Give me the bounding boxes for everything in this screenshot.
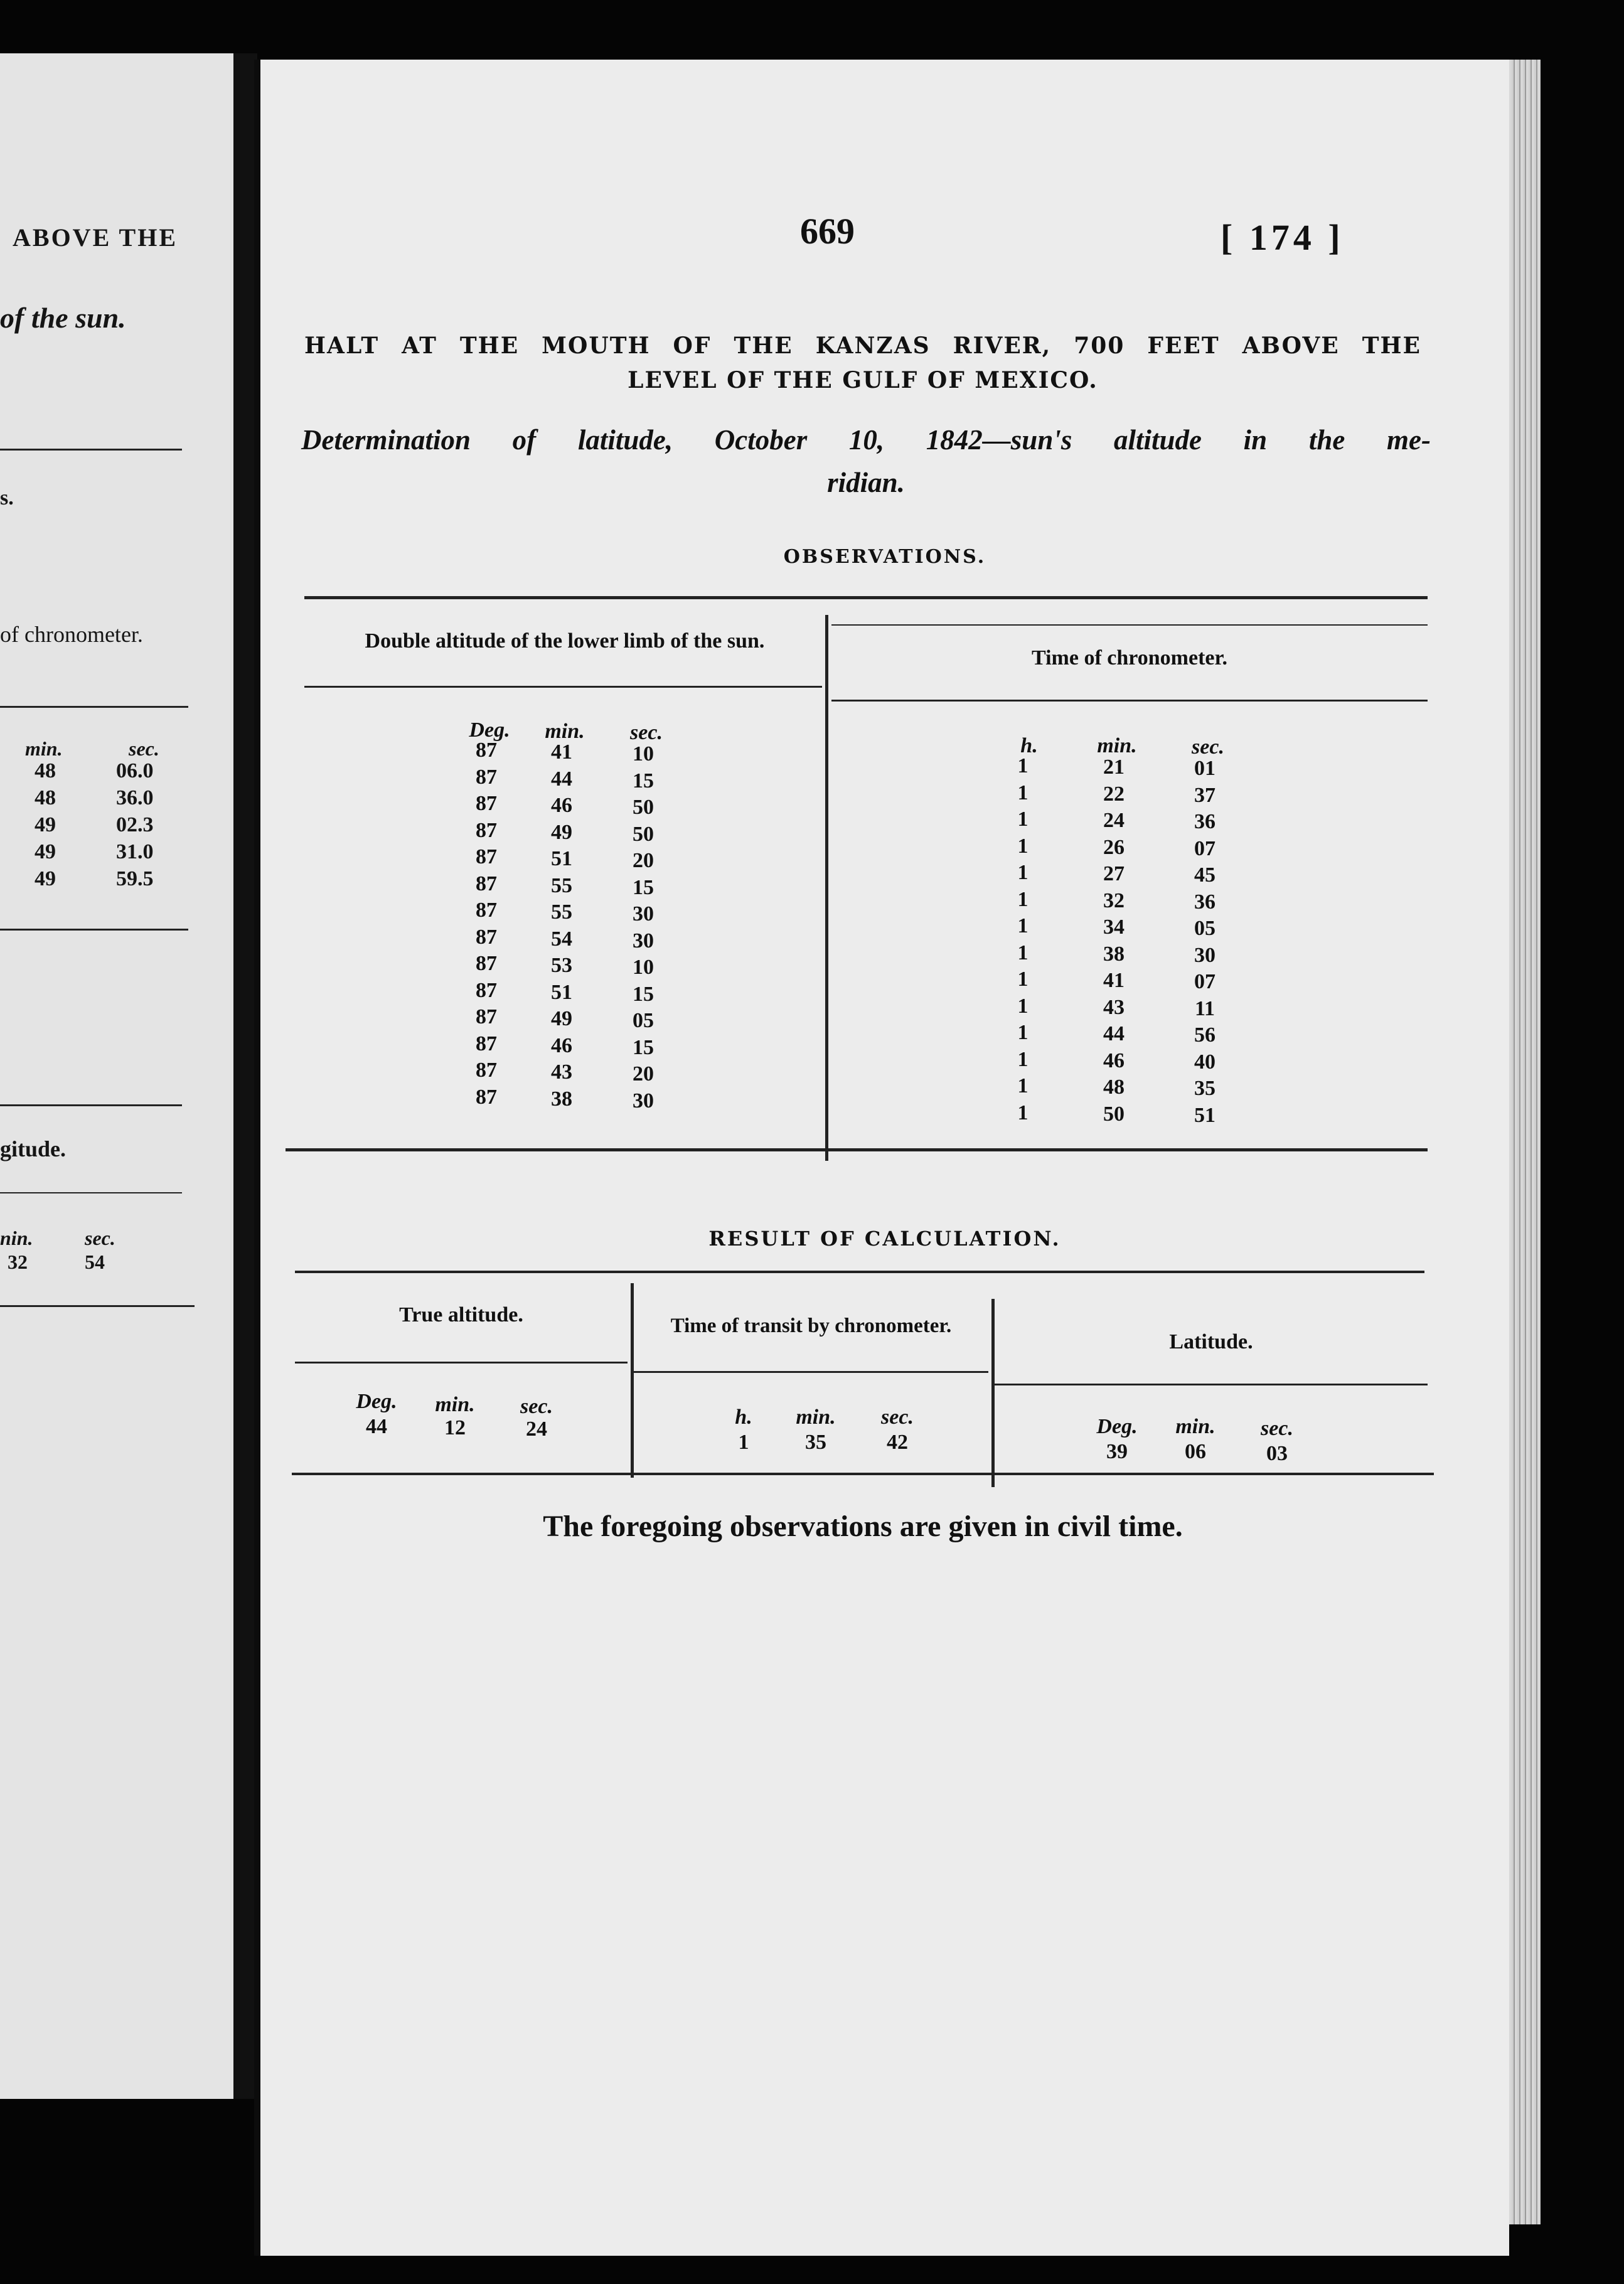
footer-note: The foregoing observations are given in civil time. <box>543 1510 1183 1543</box>
left-long-sec-header: sec. <box>85 1227 115 1249</box>
altitude-cell: 46 <box>551 794 572 817</box>
left-table-cell: 36.0 <box>116 786 154 809</box>
true-altitude-header: True altitude. <box>399 1303 523 1326</box>
left-table-cell: 06.0 <box>116 759 154 782</box>
chronometer-cell: 38 <box>1103 942 1125 966</box>
true-alt-sec-header: sec. <box>520 1395 553 1418</box>
chronometer-cell: 1 <box>1017 941 1028 964</box>
alt-sec-header: sec. <box>630 721 663 744</box>
left-small-s: s. <box>0 486 14 510</box>
chronometer-cell: 24 <box>1103 809 1125 832</box>
transit-min: 35 <box>805 1431 826 1454</box>
chronometer-cell: 07 <box>1194 836 1215 860</box>
left-table-cell: 48 <box>35 786 56 809</box>
chronometer-cell: 1 <box>1017 861 1028 884</box>
obs-left-header-rule <box>304 686 822 688</box>
left-long-min: 32 <box>8 1251 28 1273</box>
left-rule-6 <box>0 1305 195 1307</box>
chronometer-cell: 05 <box>1194 917 1215 940</box>
altitude-cell: 87 <box>476 1005 497 1028</box>
chronometer-cell: 11 <box>1194 996 1215 1020</box>
document-number: [ 174 ] <box>1221 217 1344 258</box>
chronometer-cell: 1 <box>1017 781 1028 804</box>
chronometer-cell: 43 <box>1103 995 1125 1019</box>
chronometer-cell: 36 <box>1194 810 1215 833</box>
altitude-cell: 46 <box>551 1033 572 1057</box>
altitude-cell: 05 <box>633 1009 654 1032</box>
altitude-cell: 30 <box>633 1089 654 1113</box>
altitude-cell: 10 <box>633 742 654 766</box>
true-alt-deg-header: Deg. <box>356 1390 397 1413</box>
latitude-header-rule <box>995 1384 1428 1385</box>
left-rule-3 <box>0 929 188 931</box>
subtitle-line-1: Determination of latitude, October 10, 1842—sun's altitude in the me- <box>301 424 1431 456</box>
altitude-cell: 10 <box>633 956 654 979</box>
left-long-min-header: nin. <box>0 1227 33 1249</box>
transit-h-header: h. <box>735 1406 752 1429</box>
transit-h: 1 <box>738 1431 749 1454</box>
left-rule-4 <box>0 1104 182 1106</box>
obs-left-header: Double altitude of the lower limb of the sun. <box>365 629 765 653</box>
chronometer-cell: 45 <box>1194 863 1215 887</box>
altitude-cell: 50 <box>633 822 654 846</box>
obs-top-rule <box>304 596 1428 599</box>
result-heading: RESULT OF CALCULATION. <box>708 1227 1061 1251</box>
title-line-1: HALT AT THE MOUTH OF THE KANZAS RIVER, 700 FEET ABOVE THE <box>304 333 1421 359</box>
left-longitude-label: gitude. <box>0 1136 67 1161</box>
chronometer-cell: 32 <box>1103 889 1125 912</box>
chronometer-cell: 30 <box>1194 943 1215 967</box>
altitude-cell: 55 <box>551 900 572 924</box>
altitude-cell: 87 <box>476 925 497 949</box>
altitude-cell: 38 <box>551 1087 572 1111</box>
altitude-cell: 43 <box>551 1060 572 1084</box>
chronometer-cell: 36 <box>1194 890 1215 914</box>
left-rule-5 <box>0 1192 182 1193</box>
altitude-cell: 87 <box>476 792 497 815</box>
transit-header: Time of transit by chronometer. <box>670 1315 952 1337</box>
obs-right-top-rule <box>831 624 1428 626</box>
left-long-sec: 54 <box>85 1251 105 1273</box>
altitude-cell: 49 <box>551 1007 572 1030</box>
left-col-header: of chronometer. <box>0 622 143 647</box>
chronometer-cell: 51 <box>1194 1103 1215 1127</box>
left-heading: ABOVE THE <box>13 223 178 252</box>
true-alt-min: 12 <box>444 1416 466 1439</box>
true-alt-deg: 44 <box>366 1415 387 1438</box>
chronometer-cell: 21 <box>1103 755 1125 779</box>
time-h-header: h. <box>1020 734 1038 757</box>
chronometer-cell: 1 <box>1017 887 1028 911</box>
page-number: 669 <box>800 211 855 252</box>
left-table-cell: 49 <box>35 813 56 836</box>
altitude-cell: 51 <box>551 980 572 1004</box>
left-sec-header: sec. <box>129 737 159 760</box>
chronometer-cell: 48 <box>1103 1075 1125 1099</box>
chronometer-cell: 1 <box>1017 1047 1028 1071</box>
lat-deg: 39 <box>1106 1440 1128 1463</box>
time-sec-header: sec. <box>1192 735 1224 759</box>
altitude-cell: 87 <box>476 845 497 868</box>
left-table-cell: 48 <box>35 759 56 782</box>
left-rule-2 <box>0 706 188 708</box>
obs-bottom-rule <box>286 1148 1428 1151</box>
chronometer-cell: 44 <box>1103 1022 1125 1045</box>
left-page-fragment <box>0 53 233 2099</box>
lat-deg-header: Deg. <box>1096 1415 1138 1438</box>
left-table-cell: 59.5 <box>116 867 154 890</box>
altitude-cell: 30 <box>633 929 654 953</box>
left-rule-1 <box>0 449 182 451</box>
chronometer-cell: 27 <box>1103 862 1125 885</box>
result-divider-1 <box>631 1283 634 1478</box>
chronometer-cell: 41 <box>1103 969 1125 992</box>
transit-sec: 42 <box>887 1431 908 1454</box>
left-min-header: min. <box>25 737 63 760</box>
altitude-cell: 20 <box>633 1062 654 1086</box>
altitude-cell: 87 <box>476 899 497 922</box>
alt-min-header: min. <box>545 720 585 743</box>
altitude-cell: 15 <box>633 982 654 1006</box>
chronometer-cell: 46 <box>1103 1049 1125 1072</box>
left-subheading: of the sun. <box>0 302 126 334</box>
chronometer-cell: 1 <box>1017 994 1028 1018</box>
altitude-cell: 87 <box>476 1032 497 1055</box>
title-line-2: LEVEL OF THE GULF OF MEXICO. <box>628 367 1098 393</box>
chronometer-cell: 1 <box>1017 1021 1028 1044</box>
chronometer-cell: 22 <box>1103 782 1125 806</box>
altitude-cell: 87 <box>476 1059 497 1082</box>
left-table-cell: 02.3 <box>116 813 154 836</box>
chronometer-cell: 1 <box>1017 1074 1028 1097</box>
altitude-cell: 87 <box>476 739 497 762</box>
chronometer-cell: 34 <box>1103 915 1125 939</box>
transit-header-rule <box>634 1371 988 1373</box>
main-page <box>254 60 1509 2256</box>
true-alt-header-rule <box>295 1362 628 1363</box>
alt-deg-header: Deg. <box>469 718 510 742</box>
transit-sec-header: sec. <box>881 1406 914 1429</box>
time-min-header: min. <box>1097 734 1137 757</box>
obs-right-header: Time of chronometer. <box>1032 646 1227 670</box>
altitude-cell: 51 <box>551 847 572 870</box>
subtitle-line-2: ridian. <box>827 467 905 498</box>
altitude-cell: 55 <box>551 873 572 897</box>
altitude-cell: 87 <box>476 978 497 1002</box>
chronometer-cell: 37 <box>1194 783 1215 807</box>
chronometer-cell: 1 <box>1017 1101 1028 1124</box>
chronometer-cell: 26 <box>1103 835 1125 859</box>
chronometer-cell: 40 <box>1194 1050 1215 1074</box>
lat-min: 06 <box>1185 1440 1206 1463</box>
result-bottom-rule <box>292 1473 1434 1475</box>
obs-divider <box>825 615 828 1161</box>
altitude-cell: 49 <box>551 820 572 844</box>
observations-heading: OBSERVATIONS. <box>783 546 986 568</box>
transit-min-header: min. <box>796 1406 836 1429</box>
chronometer-cell: 50 <box>1103 1102 1125 1126</box>
altitude-cell: 50 <box>633 796 654 819</box>
left-table-cell: 31.0 <box>116 840 154 863</box>
chronometer-cell: 1 <box>1017 834 1028 858</box>
chronometer-cell: 1 <box>1017 968 1028 991</box>
true-alt-min-header: min. <box>435 1393 475 1416</box>
left-table-cell: 49 <box>35 867 56 890</box>
altitude-cell: 20 <box>633 849 654 872</box>
altitude-cell: 54 <box>551 927 572 951</box>
latitude-header: Latitude. <box>1169 1330 1253 1353</box>
true-alt-sec: 24 <box>526 1417 547 1441</box>
chronometer-cell: 1 <box>1017 754 1028 777</box>
altitude-cell: 15 <box>633 1035 654 1059</box>
altitude-cell: 15 <box>633 875 654 899</box>
chronometer-cell: 07 <box>1194 970 1215 993</box>
altitude-cell: 41 <box>551 740 572 764</box>
altitude-cell: 15 <box>633 769 654 792</box>
chronometer-cell: 35 <box>1194 1077 1215 1100</box>
chronometer-cell: 01 <box>1194 757 1215 780</box>
altitude-cell: 87 <box>476 872 497 895</box>
altitude-cell: 87 <box>476 765 497 789</box>
altitude-cell: 87 <box>476 952 497 975</box>
chronometer-cell: 1 <box>1017 914 1028 937</box>
altitude-cell: 87 <box>476 818 497 842</box>
lat-sec-header: sec. <box>1261 1417 1293 1440</box>
lat-min-header: min. <box>1175 1415 1215 1438</box>
result-divider-2 <box>991 1299 995 1487</box>
altitude-cell: 44 <box>551 767 572 791</box>
chronometer-cell: 56 <box>1194 1023 1215 1047</box>
left-table-cell: 49 <box>35 840 56 863</box>
obs-right-header-rule <box>831 700 1428 702</box>
result-top-rule <box>295 1271 1424 1273</box>
lat-sec: 03 <box>1266 1442 1288 1465</box>
altitude-cell: 87 <box>476 1085 497 1109</box>
altitude-cell: 30 <box>633 902 654 926</box>
chronometer-cell: 1 <box>1017 808 1028 831</box>
altitude-cell: 53 <box>551 954 572 977</box>
